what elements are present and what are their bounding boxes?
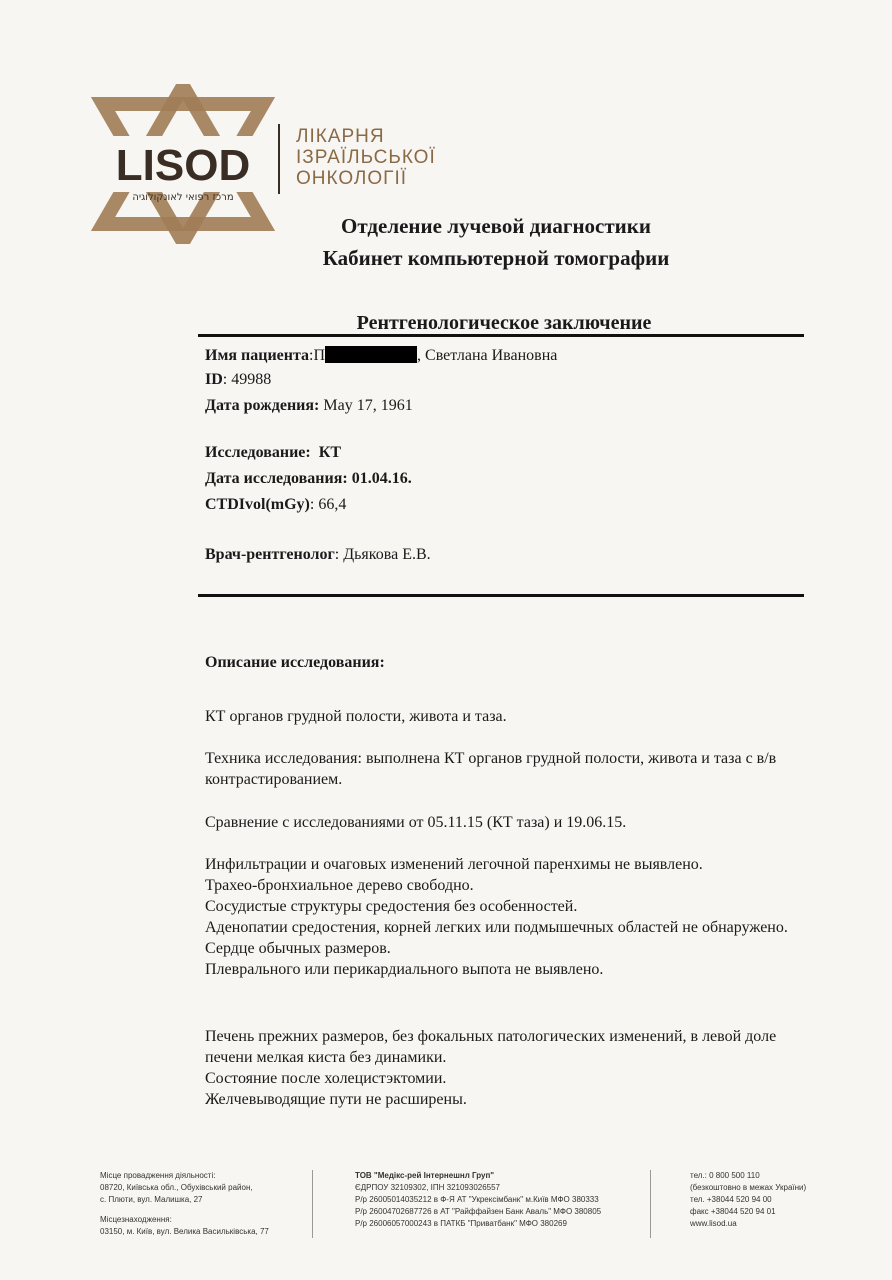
field-label: Имя пациента <box>205 347 310 364</box>
logo-brand-text: LISOD <box>115 141 251 190</box>
finding-line: Трахео-бронхиальное дерево свободно. <box>205 877 474 894</box>
logo-line: ОНКОЛОГІЇ <box>296 168 408 189</box>
chest-findings <box>205 854 790 980</box>
finding-line: Сосудистые структуры средостения без особенностей. <box>205 898 578 915</box>
finding-line: Состояние после холецистэктомии. <box>205 1070 447 1087</box>
finding-line: Сердце обычных размеров. <box>205 940 391 957</box>
footer-line: ЄДРПОУ 32109302, ІПН 321093026557 <box>355 1183 501 1192</box>
field-value: : Дьякова Е.В. <box>334 546 431 563</box>
footer-line: факс +38044 520 94 01 <box>690 1207 776 1216</box>
patient-dob-field <box>205 397 413 415</box>
footer-line: Р/р 26005014035212 в Ф-Я АТ "Укрексімбанк" м.Київ МФО 380333 <box>355 1195 599 1204</box>
footer-separator <box>312 1170 313 1238</box>
field-value: : 66,4 <box>309 496 347 513</box>
footer-line: тел.: 0 800 500 110 <box>690 1171 760 1180</box>
finding-line: Желчевыводящие пути не расширены. <box>205 1091 467 1108</box>
footer-line: 08720, Київська обл., Обухівський район, <box>100 1183 253 1192</box>
finding-line: Инфильтрации и очаговых изменений легочной паренхимы не выявлено. <box>205 856 703 873</box>
footer-line: (безкоштовно в межах України) <box>690 1183 807 1192</box>
doctor-field <box>205 546 431 564</box>
footer-line: Місце провадження діяльності: <box>100 1171 216 1180</box>
cabinet-title: Кабинет компьютерной томографии <box>322 246 670 270</box>
field-label: Дата рождения: <box>205 397 320 414</box>
logo-hebrew-text: מרכז רפואי לאונקולוגיה <box>132 192 234 203</box>
logo-hospital-name <box>296 126 436 189</box>
field-value: КТ <box>318 444 341 461</box>
description-title: Описание исследования: <box>205 654 385 671</box>
patient-name-field <box>205 346 557 365</box>
footer-line: Р/р 26004702687726 в АТ "Райффайзен Банк Аваль" МФО 380805 <box>355 1207 602 1216</box>
field-value: :П <box>309 347 326 364</box>
footer-line: ТОВ "Медікс-рей Інтернешнл Груп" <box>355 1171 495 1180</box>
footer-line: Місцезнаходження: <box>100 1215 172 1224</box>
ctdi-field <box>205 496 346 514</box>
logo-divider <box>278 124 280 194</box>
field-value: May 17, 1961 <box>319 397 413 414</box>
footer-contacts <box>690 1170 830 1230</box>
footer-company <box>355 1170 635 1230</box>
footer <box>0 1170 892 1250</box>
field-label: Дата исследования: <box>205 470 348 487</box>
logo-line: ІЗРАЇЛЬСЬКОЇ <box>296 147 436 168</box>
field-label: ID <box>205 371 223 388</box>
redacted-block <box>325 346 417 363</box>
footer-address <box>100 1170 300 1238</box>
footer-line: www.lisod.ua <box>690 1219 737 1228</box>
field-label: CTDIvol(mGy) <box>205 496 310 513</box>
divider-rule <box>198 594 804 597</box>
logo-line: ЛІКАРНЯ <box>296 126 385 147</box>
study-date-field <box>205 470 412 488</box>
finding-line: Аденопатии средостения, корней легких или подмышечных областей не обнаружено. <box>205 919 788 936</box>
finding-line: Печень прежних размеров, без фокальных патологических изменений, в левой доле печени мелкая киста без динамики. <box>205 1028 777 1066</box>
footer-line: Р/р 26006057000243 в ПАТКБ "Приватбанк" МФО 380269 <box>355 1219 567 1228</box>
abdomen-findings <box>205 1026 790 1110</box>
field-value: , Светлана Ивановна <box>417 347 558 364</box>
finding-line: Плеврального или перикардиального выпота не выявлено. <box>205 961 604 978</box>
comparison-paragraph: Сравнение с исследованиями от 05.11.15 (КТ таза) и 19.06.15. <box>205 814 627 831</box>
divider-rule <box>198 334 804 337</box>
description-paragraph: КТ органов грудной полости, живота и таза. <box>205 708 507 725</box>
field-label: Врач-рентгенолог <box>205 546 335 563</box>
footer-separator <box>650 1170 651 1238</box>
patient-id-field <box>205 371 271 389</box>
study-type-field <box>205 444 341 462</box>
field-value: 01.04.16. <box>351 470 412 487</box>
footer-line: с. Плюти, вул. Малишка, 27 <box>100 1195 203 1204</box>
department-title: Отделение лучевой диагностики <box>341 214 651 238</box>
footer-line: тел. +38044 520 94 00 <box>690 1195 772 1204</box>
field-label: Исследование: <box>205 444 311 461</box>
field-value: : 49988 <box>222 371 272 388</box>
technique-paragraph: Техника исследования: выполнена КТ органов грудной полости, живота и таза с в/в контрастированием. <box>205 750 777 788</box>
report-title: Рентгенологическое заключение <box>356 312 652 334</box>
footer-line: 03150, м. Київ, вул. Велика Васильківська, 77 <box>100 1227 269 1236</box>
